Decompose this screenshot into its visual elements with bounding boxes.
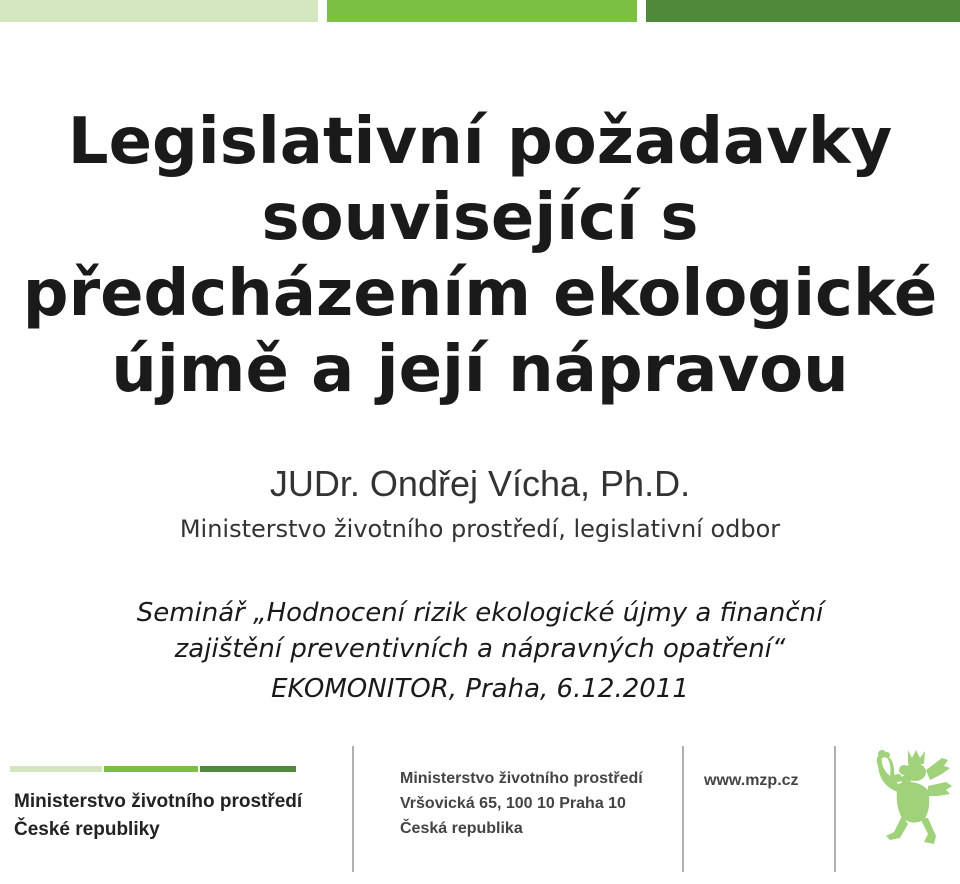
footer-bar-light <box>10 766 102 772</box>
seminar-line: Seminář „Hodnocení rizik ekologické újmy a finanční <box>136 598 824 628</box>
seminar-info <box>0 595 960 707</box>
title-line: předcházením ekologické <box>22 257 938 331</box>
address-line: Vršovická 65, 100 10 Praha 10 <box>400 795 626 812</box>
top-bar-mid <box>327 0 637 22</box>
czech-lion-icon <box>868 746 956 852</box>
website-link[interactable]: www.mzp.cz <box>704 772 799 789</box>
top-bar-dark <box>646 0 960 22</box>
top-color-bars <box>0 0 960 22</box>
footer-bar-mid <box>104 766 198 772</box>
ministry-logo-text <box>14 788 302 844</box>
author-affiliation: Ministerstvo životního prostředí, legislativní odbor <box>179 515 781 543</box>
footer-bar-dark <box>200 766 296 772</box>
address-line: Česká republika <box>400 820 523 837</box>
ministry-address <box>400 766 643 841</box>
top-bar-light <box>0 0 318 22</box>
ministry-name-line: Ministerstvo životního prostředí <box>14 791 303 812</box>
footer <box>0 740 960 884</box>
footer-divider <box>834 746 836 872</box>
footer-divider <box>352 746 354 872</box>
seminar-line: zajištění preventivních a nápravných opatření“ <box>174 634 786 664</box>
title-line: újmě a její nápravou <box>111 333 849 407</box>
author-name: JUDr. Ondřej Vícha, Ph.D. <box>269 463 691 504</box>
title-line: související s <box>261 181 699 255</box>
title-line: Legislativní požadavky <box>67 105 893 179</box>
seminar-event-line: EKOMONITOR, Praha, 6.12.2011 <box>271 674 689 704</box>
ministry-name-line: České republiky <box>14 819 160 840</box>
address-line: Ministerstvo životního prostředí <box>400 770 643 787</box>
footer-divider <box>682 746 684 872</box>
slide-title <box>0 104 960 408</box>
